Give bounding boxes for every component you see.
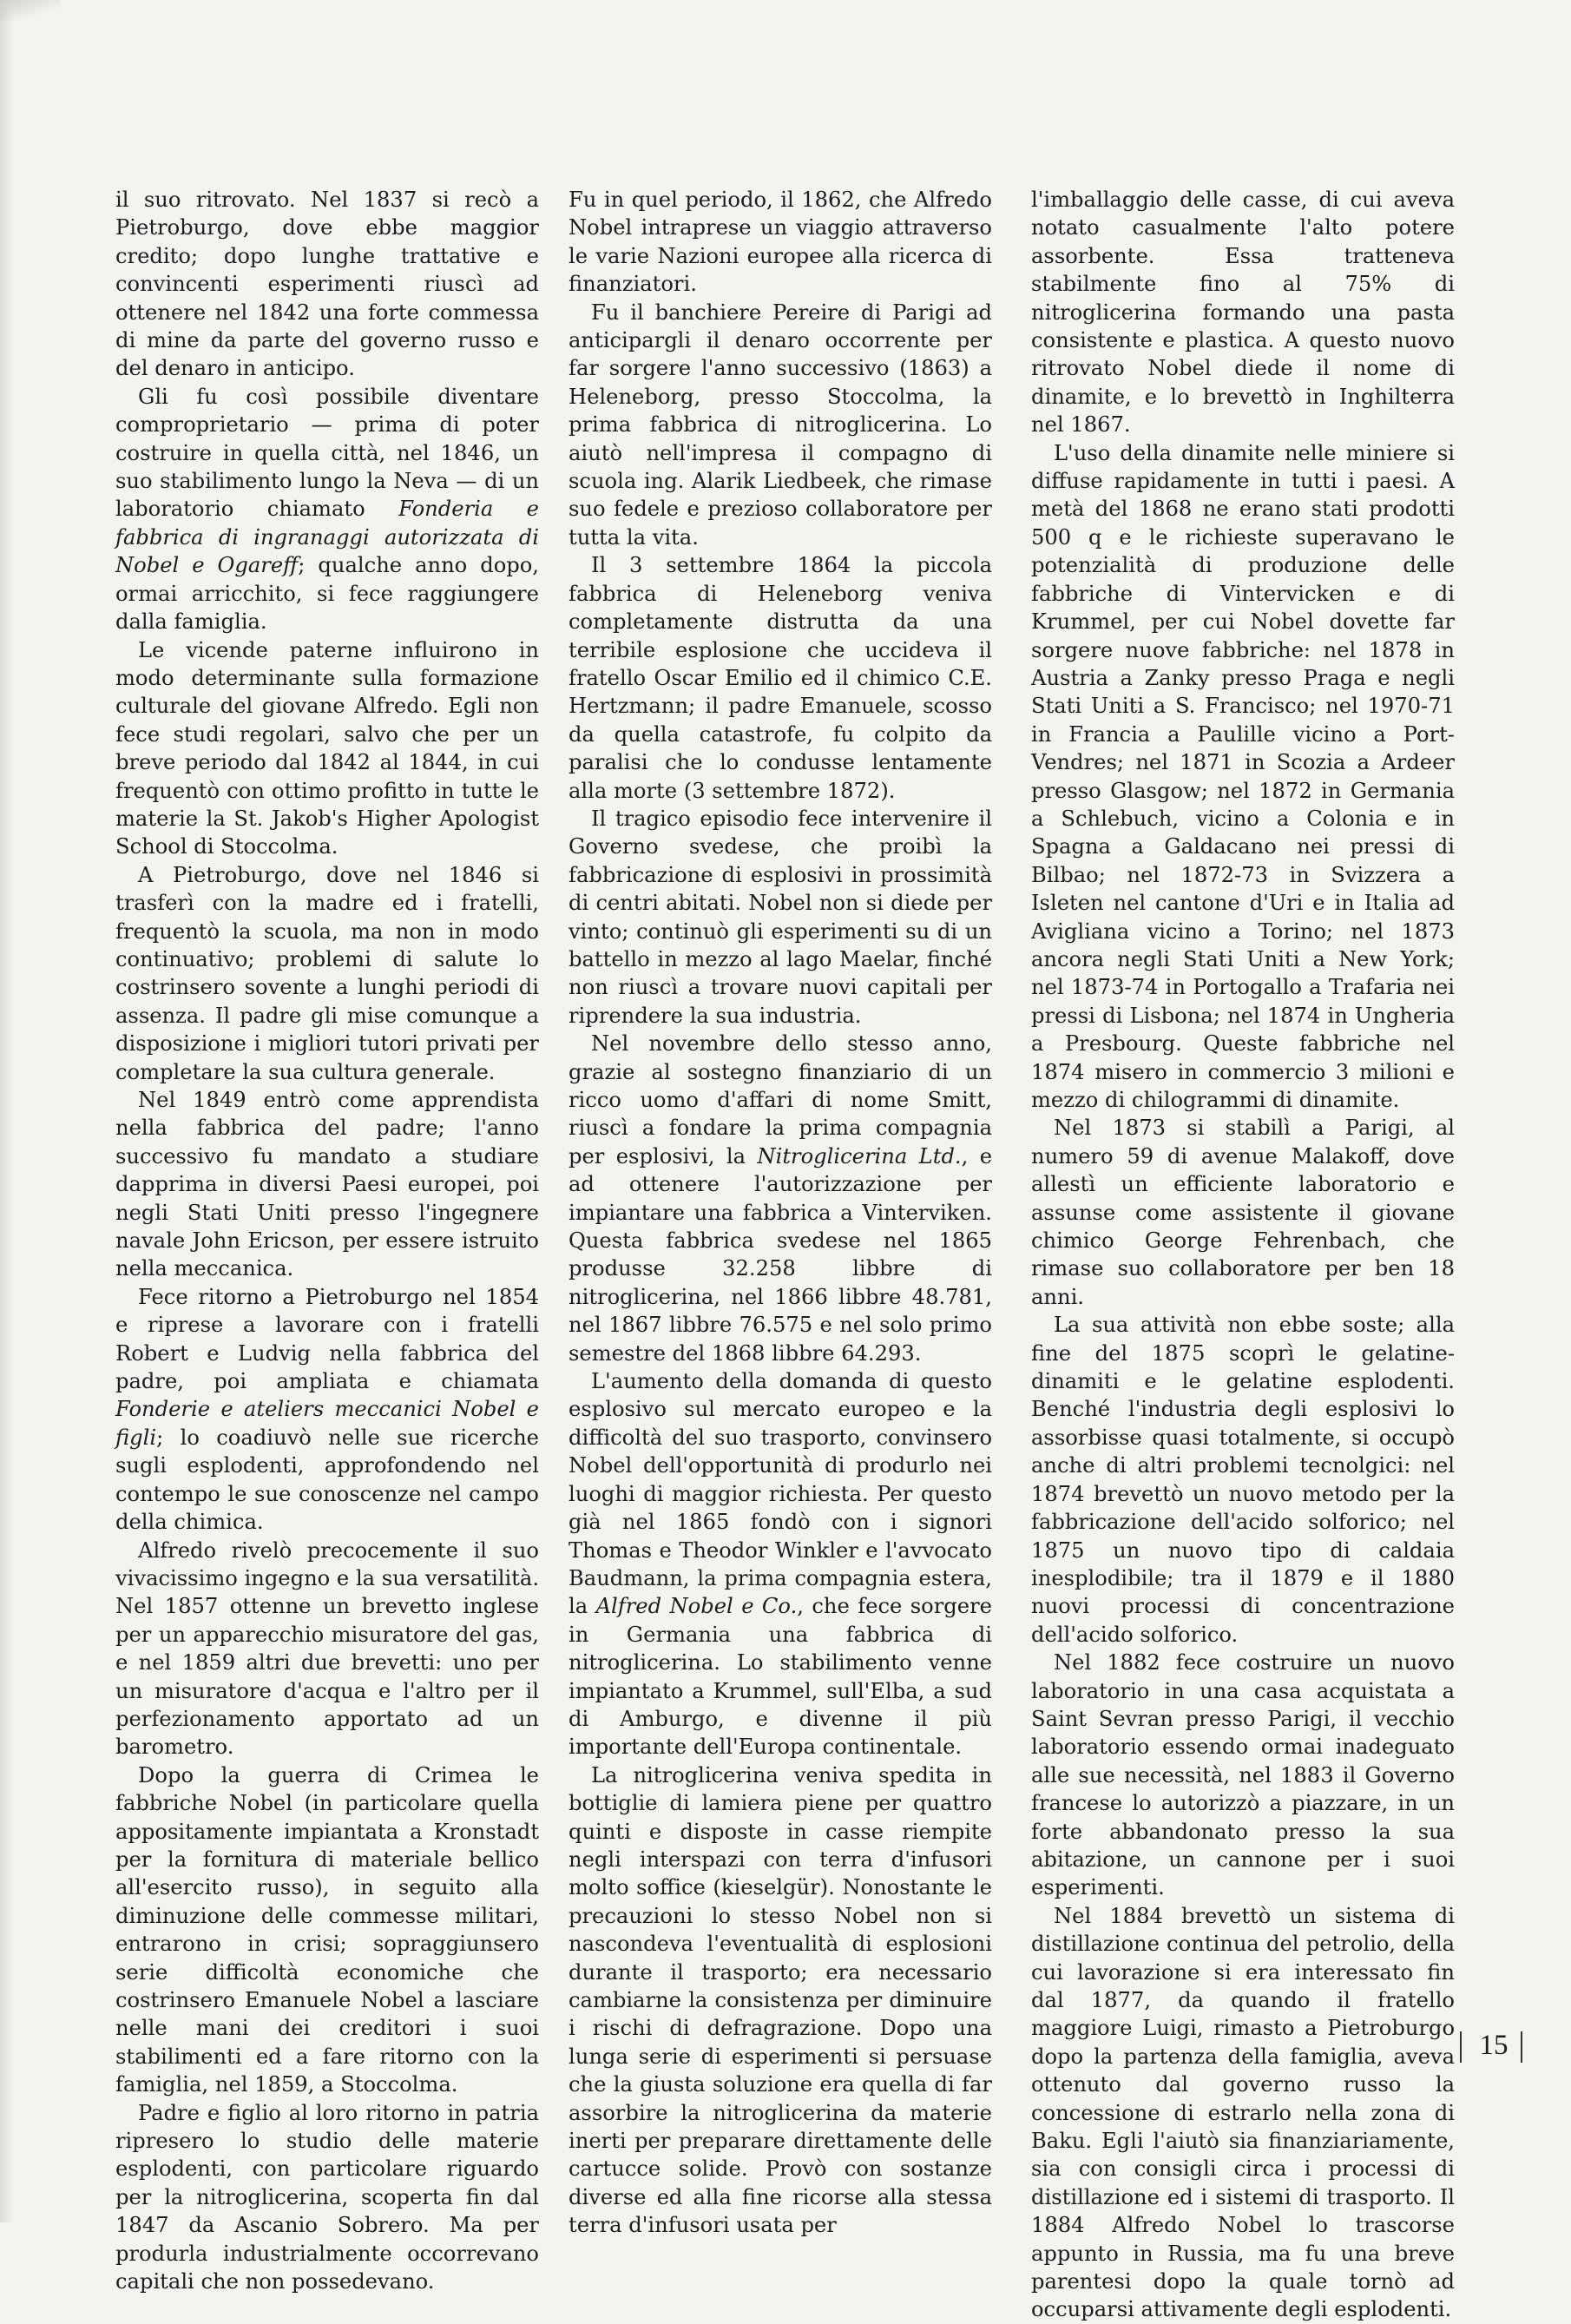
paragraph: Padre e figlio al loro ritorno in patria ripresero lo studio delle materie esplodenti, con particolare riguardo per la nitroglicerina, scoperta fin dal 1847 da Ascanio Sobrero. Ma per produrla industrialmente occorrevano capitali che non possedevano. xyxy=(115,2100,539,2294)
paragraph: Le vicende paterne influirono in modo determinante sulla formazione culturale del giovane Alfredo. Egli non fece studi regolari, salvo che per un breve periodo dal 1842 al 1844, in cui frequentò con ottimo profitto in tutte le materie la St. Jakob's Higher Apologist School di Stoccolma. xyxy=(115,637,539,859)
italic-title: Nitroglicerina Ltd. xyxy=(757,1143,962,1169)
paragraph: Nel 1882 fece costruire un nuovo laboratorio in una casa acquistata a Saint Sevran presso Parigi, il vecchio laboratorio essendo ormai inadeguato alle sue necessità, nel 1883 il Governo francese lo autorizzò a piazzare, in un forte abbandonato presso la sua abitazione, un cannone per i suoi esperimenti. xyxy=(1031,1650,1455,1900)
paragraph: l'imballaggio delle casse, di cui aveva notato casualmente l'alto potere assorbente. Essa tratteneva stabilmente fino al 75% di nitroglicerina formando una pasta consistente e plastica. A questo nuovo ritrovato Nobel diede il nome di dinamite, e lo brevettò in Inghilterra nel 1867. xyxy=(1031,188,1455,438)
folio-rule-left xyxy=(1460,2031,1462,2063)
page-corner-shadow xyxy=(0,0,61,21)
paragraph: L'uso della dinamite nelle miniere si diffuse rapidamente in tutti i paesi. A metà del 1868 ne erano stati prodotti 500 q e le richieste superavano le potenzialità di produzione delle fabbriche di Vintervicken e di Krummel, per cui Nobel dovette far sorgere nuove fabbriche: nel 1878 in Austria a Zanky presso Praga e negli Stati Uniti a S. Francisco; nel 1970-71 in Francia a Paulille vicino a Port-Vendres; nel 1871 in Scozia a Ardeer presso Glasgow; nel 1872 in Germania a Schlebuch, vicino a Colonia e in Spagna a Galdacano nei pressi di Bilbao; nel 1872-73 in Svizzera a Isleten nel cantone d'Uri e in Italia ad Avigliana vicino a Torino; nel 1873 ancora negli Stati Uniti a New York; nel 1873-74 in Portogallo a Trafaria nei pressi di Lisbona; nel 1874 in Ungheria a Presbourg. Queste fabbriche nel 1874 misero in commercio 3 milioni e mezzo di chilogrammi di dinamite. xyxy=(1031,440,1455,1112)
italic-title: Fonderie e ateliers meccanici Nobel e figli xyxy=(115,1397,539,1450)
page-number: 15 xyxy=(1479,2030,1509,2061)
paragraph: Fu il banchiere Pereire di Parigi ad anticipargli il denaro occorrente per far sorgere l'anno successivo (1863) a Heleneborg, presso Stoccolma, la prima fabbrica di nitroglicerina. Lo aiutò nell'impresa il compagno di scuola ing. Alarik Liedbeek, che rimase suo fedele e prezioso collaboratore per tutta la vita. xyxy=(569,300,992,550)
text-run: L'aumento della domanda di questo esplosivo sul mercato europeo e la difficoltà del suo trasporto, convinsero Nobel dell'opportunità di produrlo nei luoghi di maggior richiesta. Per questo già nel 1865 fondò con i signori Thomas e Theodor Winkler e l'avvocato Baudmann, la prima compagnia estera, la xyxy=(569,1369,992,1619)
text-column-2 xyxy=(569,186,992,2240)
text-run: Fece ritorno a Pietroburgo nel 1854 e riprese a lavorare con i fratelli Robert e Ludvig nella fabbrica del padre, poi ampliata e chiamata xyxy=(115,1284,539,1394)
text-run: Gli fu così possibile diventare comproprietario — prima di poter costruire in quella città, nel 1846, un suo stabilimento lungo la Neva — di un laboratorio chiamato xyxy=(115,384,539,522)
text-column-1 xyxy=(115,186,539,2295)
text-run: , che fece sorgere in Germania una fabbrica di nitroglicerina. Lo stabilimento venne impiantato a Krummel, sull'Elba, a sud di Amburgo, e divenne il più importante dell'Europa continentale. xyxy=(569,1594,992,1760)
text-run: Nel novembre dello stesso anno, grazie al sostegno finanziario di un ricco uomo d'affari di nome Smitt, riuscì a fondare la prima compagnia per esplosivi, la xyxy=(569,1031,992,1169)
paragraph xyxy=(569,1367,992,1761)
paragraph: Nel 1849 entrò come apprendista nella fabbrica del padre; l'anno successivo fu mandato a studiare dapprima in diversi Paesi europei, poi negli Stati Uniti presso l'ingegnere navale John Ericson, per essere istruito nella meccanica. xyxy=(115,1088,539,1281)
paragraph: Il 3 settembre 1864 la piccola fabbrica di Heleneborg veniva completamente distrutta da una terribile esplosione che uccideva il fratello Oscar Emilio ed il chimico C.E. Hertzmann; il padre Emanuele, scosso da quella catastrofe, fu colpito da paralisi che lo condusse lentamente alla morte (3 settembre 1872). xyxy=(569,553,992,803)
italic-title: Fonderia e fabbrica di ingranaggi autorizzata di Nobel e Ogareff xyxy=(115,497,539,578)
paragraph xyxy=(569,1030,992,1367)
folio-rule-right xyxy=(1521,2031,1522,2063)
text-run: ; qualche anno dopo, ormai arricchito, si fece raggiungere dalla famiglia. xyxy=(115,553,539,635)
text-run: ; lo coadiuvò nelle sue ricerche sugli esplodenti, approfondendo nel contempo le sue conoscenze nel campo della chimica. xyxy=(115,1425,539,1535)
paragraph: Nel 1873 si stabilì a Parigi, al numero 59 di avenue Malakoff, dove allestì un efficiente laboratorio e assunse come assistente il giovane chimico George Fehrenbach, che rimase suo collaboratore per ben 18 anni. xyxy=(1031,1116,1455,1309)
paragraph: A Pietroburgo, dove nel 1846 si trasferì con la madre ed i fratelli, frequentò la scuola, ma non in modo continuativo; problemi di salute lo costrinsero sovente a lunghi periodi di assenza. Il padre gli mise comunque a disposizione i migliori tutori privati per completare la sua cultura generale. xyxy=(115,862,539,1084)
paragraph: La nitroglicerina veniva spedita in bottiglie di lamiera piene per quattro quinti e disposte in casse riempite negli interspazi con terra d'infusori molto soffice (kieselgür). Nonostante le precauzioni lo stesso Nobel non si nascondeva l'eventualità di esplosioni durante il trasporto; era necessario cambiarne la consistenza per diminuire i rischi di defragrazione. Dopo una lunga serie di esperimenti si persuase che la giusta soluzione era quella di far assorbire la nitroglicerina da materie inerti per preparare direttamente delle cartucce solide. Provò con sostanze diverse ed alla fine ricorse alla stessa terra d'infusori usata per xyxy=(569,1762,992,2238)
paragraph: Alfredo rivelò precocemente il suo vivacissimo ingegno e la sua versatilità. Nel 1857 ottenne un brevetto inglese per un apparecchio misuratore del gas, e nel 1859 altri due brevetti: uno per un misuratore d'acqua e l'altro per il perfezionamento apportato ad un barometro. xyxy=(115,1537,540,1760)
paragraph: Il tragico episodio fece intervenire il Governo svedese, che proibì la fabbricazione di esplosivi in prossimità di centri abitati. Nobel non si diede per vinto; continuò gli esperimenti su di un battello in mezzo al lago Maelar, finché non riuscì a trovare nuovi capitali per riprendere la sua industria. xyxy=(569,806,992,1028)
paragraph: il suo ritrovato. Nel 1837 si recò a Pietroburgo, dove ebbe maggior credito; dopo lunghe trattative e convincenti esperimenti riuscì ad ottenere nel 1842 una forte commessa di mine da parte del governo russo e del denaro in anticipo. xyxy=(115,188,539,381)
text-column-3 xyxy=(1031,186,1455,2324)
italic-title: Alfred Nobel e Co. xyxy=(595,1594,798,1619)
paragraph: Dopo la guerra di Crimea le fabbriche Nobel (in particolare quella appositamente impiantata a Kronstadt per la fornitura di materiale bellico all'esercito russo), in seguito alla diminuzione delle commesse militari, entrarono in crisi; sopraggiunsero serie difficoltà economiche che costrinsero Emanuele Nobel a lasciare nelle mani dei creditori i suoi stabilimenti ed a fare ritorno con la famiglia, nel 1859, a Stoccolma. xyxy=(115,1762,539,2097)
paragraph xyxy=(115,383,539,636)
paragraph: La sua attività non ebbe soste; alla fine del 1875 scoprì le gelatine-dinamiti e le gelatine esplodenti. Benché l'industria degli esplosivi lo assorbisse quasi totalmente, si occupò anche di altri problemi tecnolgici: nel 1874 brevettò un nuovo metodo per la fabbricazione dell'acido solforico; nel 1875 un nuovo tipo di caldaia inesplodibile; tra il 1879 e il 1880 nuovi processi di concentrazione dell'acido solforico. xyxy=(1031,1313,1455,1647)
paragraph xyxy=(115,1283,539,1537)
paragraph: Fu in quel periodo, il 1862, che Alfredo Nobel intraprese un viaggio attraverso le varie Nazioni europee alla ricerca di finanziatori. xyxy=(569,188,992,297)
paragraph: Nel 1884 brevettò un sistema di distillazione continua del petrolio, della cui lavorazione si era interessato fin dal 1877, da quando il fratello maggiore Luigi, rimasto a Pietroburgo dopo la partenza della famiglia, aveva ottenuto dal governo russo la concessione di estrarlo nella zona di Baku. Egli l'aiutò sia finanziariamente, sia con consigli circa i processi di distillazione ed i sistemi di trasporto. Il 1884 Alfredo Nobel lo trascorse appunto in Russia, ma fu una breve parentesi dopo la quale tornò ad occuparsi attivamente degli esplodenti. xyxy=(1031,1903,1455,2322)
text-run: , e ad ottenere l'autorizzazione per impiantare una fabbrica a Vinterviken. Questa fabbrica svedese nel 1865 produsse 32.258 libbre di nitroglicerina, nel 1866 libbre 48.781, nel 1867 libbre 76.575 e nel solo primo semestre del 1868 libbre 64.293. xyxy=(569,1143,993,1366)
page-gutter-shadow xyxy=(0,0,14,2222)
